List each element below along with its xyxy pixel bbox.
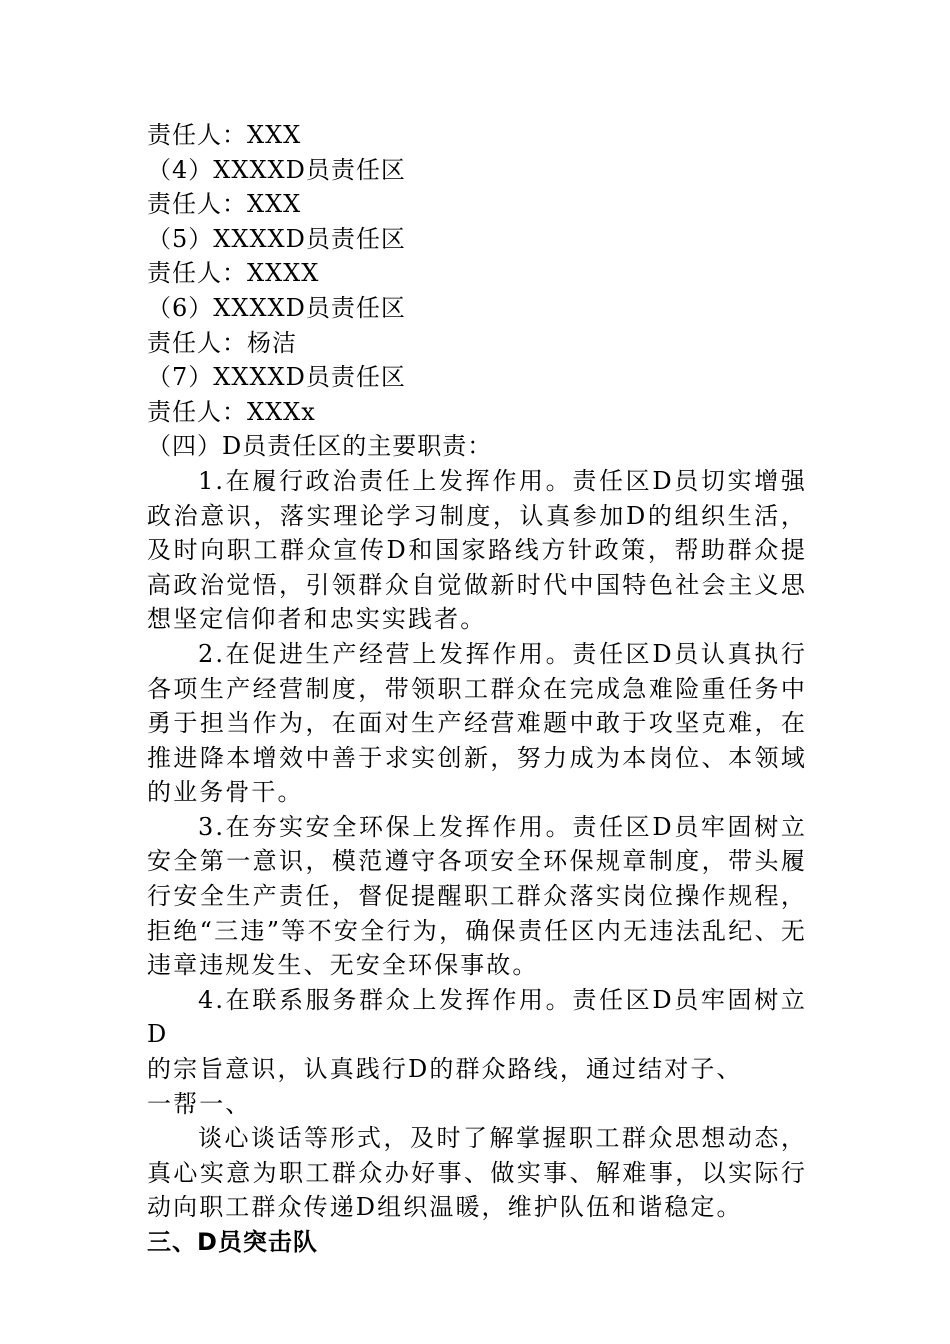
- zone-title-line: （7）XXXXD员责任区: [147, 363, 406, 392]
- duty-paragraph-2: 2.在促进生产经营上发挥作用。责任区D员认真执行各项生产经营制度，带领职工群众在完成急难险重任务中勇于担当作为，在面对生产经营难题中敢于攻坚克难，在推进降本增效中善于求实创新，努力成为本岗位、本领域的业务骨干。: [147, 639, 807, 807]
- duty-paragraph-4-continued: 的宗旨意识，认真践行D的群众路线，通过结对子、: [147, 1055, 743, 1084]
- subsection-heading: （四）D员责任区的主要职责：: [147, 432, 493, 461]
- duty-paragraph-1: 1.在履行政治责任上发挥作用。责任区D员切实增强政治意识，落实理论学习制度，认真参加D的组织生活，及时向职工群众宣传D和国家路线方针政策，帮助群众提高政治觉悟，引领群众自觉做新时代中国特色社会主义思想坚定信仰者和忠实实践者。: [147, 466, 807, 634]
- duty-paragraph-4-remainder: 谈心谈话等形式，及时了解掌握职工群众思想动态，真心实意为职工群众办好事、做实事、解难事，以实际行动向职工群众传递D组织温暖，维护队伍和谐稳定。: [147, 1124, 807, 1222]
- duty-paragraph-4-fragment: 一帮一、: [147, 1089, 252, 1118]
- duty-paragraph-4: 4.在联系服务群众上发挥作用。责任区D员牢固树立D: [147, 985, 807, 1049]
- zone-title-line: （6）XXXXD员责任区: [147, 293, 406, 322]
- responsible-person-line: 责任人：XXX: [147, 190, 302, 219]
- zone-title-line: （5）XXXXD员责任区: [147, 224, 406, 253]
- zone-title-line: （4）XXXXD员责任区: [147, 155, 406, 184]
- section-heading: 三、D员突击队: [147, 1228, 318, 1256]
- duty-paragraph-3: 3.在夯实安全环保上发挥作用。责任区D员牢固树立安全第一意识，模范遵守各项安全环保规章制度，带头履行安全生产责任，督促提醒职工群众落实岗位操作规程，拒绝“三违”等不安全行为，确保责任区内无违法乱纪、无违章违规发生、无安全环保事故。: [147, 812, 807, 980]
- document-body: [147, 118, 807, 1260]
- responsible-person-line: 责任人：XXXx: [147, 397, 316, 426]
- responsible-person-line: 责任人：XXX: [147, 121, 302, 149]
- responsible-person-line: 责任人：XXXX: [147, 259, 320, 288]
- responsible-person-line: 责任人：杨洁: [147, 328, 297, 357]
